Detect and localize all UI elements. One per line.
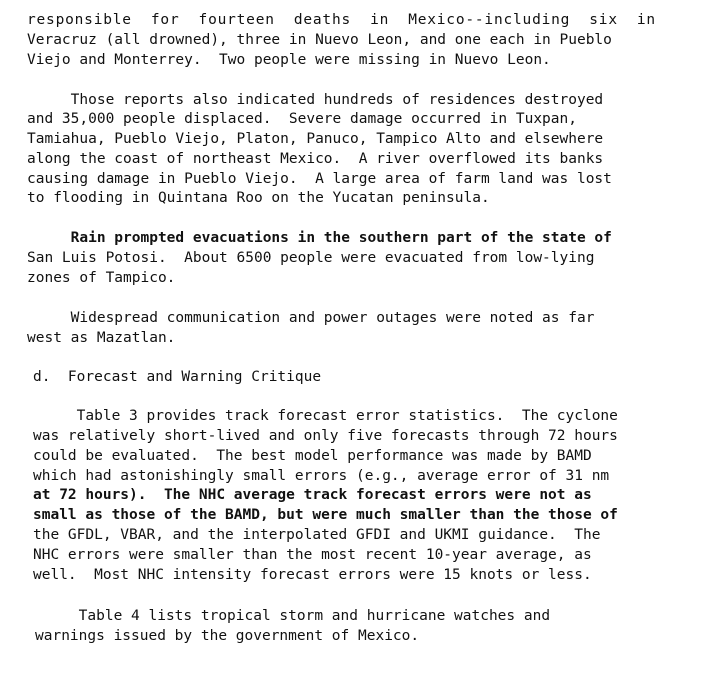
text-line: Rain prompted evacuations in the southern part of the state of xyxy=(27,230,612,246)
text-line: which had astonishingly small errors (e.g., average error of 31 nm xyxy=(33,468,610,484)
text-line: Table 4 lists tropical storm and hurricane watches and xyxy=(35,608,551,624)
text-line: Tamiahua, Pueblo Viejo, Platon, Panuco, Tampico Alto and elsewhere xyxy=(27,131,604,147)
text-line: the GFDL, VBAR, and the interpolated GFDI and UKMI guidance. The xyxy=(33,527,601,543)
section-heading: d. Forecast and Warning Critique xyxy=(33,369,322,385)
text-line: and 35,000 people displaced. Severe damage occurred in Tuxpan, xyxy=(27,111,577,127)
text-line: west as Mazatlan. xyxy=(27,330,176,346)
text-line: Veracruz (all drowned), three in Nuevo Leon, and one each in Pueblo xyxy=(27,32,612,48)
text-line: San Luis Potosi. About 6500 people were evacuated from low-lying xyxy=(27,250,595,266)
text-line: at 72 hours). The NHC average track forecast errors were not as xyxy=(33,487,592,503)
text-line: to flooding in Quintana Roo on the Yucatan peninsula. xyxy=(27,190,490,206)
text-line: Widespread communication and power outages were noted as far xyxy=(27,310,595,326)
text-line: along the coast of northeast Mexico. A river overflowed its banks xyxy=(27,151,604,167)
text-line: was relatively short-lived and only five forecasts through 72 hours xyxy=(33,428,618,444)
text-line: could be evaluated. The best model performance was made by BAMD xyxy=(33,448,592,464)
text-line: small as those of the BAMD, but were much smaller than the those of xyxy=(33,507,618,523)
text-line: Viejo and Monterrey. Two people were missing in Nuevo Leon. xyxy=(27,52,551,68)
text-line: causing damage in Pueblo Viejo. A large area of farm land was lost xyxy=(27,171,612,187)
text-line: zones of Tampico. xyxy=(27,270,176,286)
text-line: warnings issued by the government of Mexico. xyxy=(35,628,420,644)
text-line: Those reports also indicated hundreds of residences destroyed xyxy=(27,92,604,108)
text-line: Table 3 provides track forecast error statistics. The cyclone xyxy=(33,408,618,424)
text-line: NHC errors were smaller than the most recent 10-year average, as xyxy=(33,547,592,563)
text-line: well. Most NHC intensity forecast errors were 15 knots or less. xyxy=(33,567,592,583)
text-line: responsible for fourteen deaths in Mexico--including six in xyxy=(27,12,656,28)
